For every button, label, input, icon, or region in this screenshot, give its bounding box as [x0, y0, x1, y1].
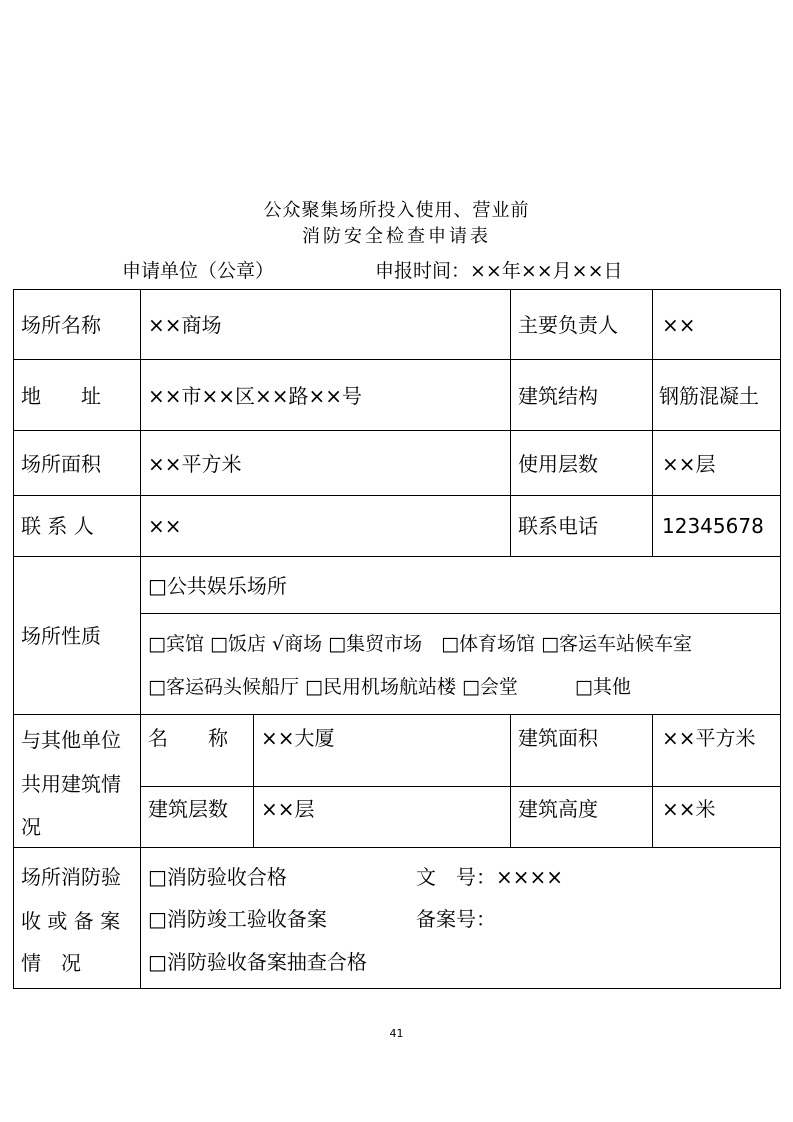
shared-label-line1: 与其他单位: [21, 728, 121, 752]
address-label: 地 址: [21, 384, 101, 408]
column-divider: [510, 289, 511, 557]
shared-label-line3: 况: [21, 815, 41, 839]
page-number: 41: [389, 1027, 404, 1040]
nature-option-line1: □公共娱乐场所: [148, 574, 287, 598]
area-label: 场所面积: [21, 452, 101, 476]
contact-value: ××: [148, 514, 182, 538]
table-border-right: [780, 289, 781, 989]
shared-label-line2: 共用建筑情: [21, 772, 121, 796]
row-divider: [13, 714, 781, 715]
acceptance-option-2: □消防竣工验收备案: [148, 907, 327, 931]
application-table: [13, 289, 781, 989]
column-divider: [140, 289, 141, 989]
row-divider: [13, 359, 781, 360]
area-value: ××平方米: [148, 452, 242, 476]
venue-name-label: 场所名称: [21, 313, 101, 337]
phone-label: 联系电话: [518, 514, 598, 538]
form-title-line1: 公众聚集场所投入使用、营业前: [263, 200, 530, 221]
acceptance-option-1: □消防验收合格: [148, 865, 287, 889]
contact-label: 联 系 人: [21, 514, 94, 538]
acceptance-label-line3: 情 况: [21, 951, 81, 975]
nature-option-line3: □客运码头候船厅 □民用机场航站楼 □会堂 □其他: [148, 676, 631, 698]
column-divider: [652, 714, 653, 848]
shared-name-value: ××大厦: [261, 726, 335, 750]
nature-label: 场所性质: [21, 624, 101, 648]
column-divider: [253, 714, 254, 848]
shared-name-label: 名 称: [148, 726, 228, 750]
row-divider: [13, 847, 781, 848]
structure-label: 建筑结构: [518, 384, 598, 408]
phone-value: 12345678: [662, 514, 764, 538]
acceptance-label-line2: 收 或 备 案: [21, 909, 121, 933]
row-divider: [140, 613, 781, 614]
column-divider: [652, 289, 653, 557]
principal-value: ××: [662, 313, 696, 337]
venue-name-value: ××商场: [148, 313, 222, 337]
applicant-label: 申请单位（公章）: [122, 260, 275, 282]
build-area-label: 建筑面积: [518, 726, 598, 750]
table-border-left: [13, 289, 14, 989]
build-floors-label: 建筑层数: [148, 797, 228, 821]
row-divider: [13, 495, 781, 496]
report-time: 申报时间：××年××月××日: [375, 260, 623, 282]
build-floors-value: ××层: [261, 797, 315, 821]
table-border-top: [13, 289, 781, 290]
height-value: ××米: [662, 797, 716, 821]
table-border-bottom: [13, 988, 781, 989]
doc-number: 文 号：××××: [416, 865, 564, 889]
nature-option-line2: □宾馆 □饭店 √商场 □集贸市场 □体育场馆 □客运车站候车室: [148, 633, 693, 655]
form-title-line2: 消防安全检查申请表: [302, 226, 491, 247]
floors-label: 使用层数: [518, 452, 598, 476]
floors-value: ××层: [662, 452, 716, 476]
principal-label: 主要负责人: [518, 313, 618, 337]
build-area-value: ××平方米: [662, 726, 756, 750]
address-value: ××市××区××路××号: [148, 384, 363, 408]
row-divider: [13, 556, 781, 557]
row-divider: [13, 430, 781, 431]
acceptance-option-3: □消防验收备案抽查合格: [148, 950, 367, 974]
structure-value: 钢筋混凝土: [659, 384, 759, 408]
column-divider: [510, 714, 511, 848]
row-divider: [140, 786, 781, 787]
record-number: 备案号：: [416, 907, 496, 931]
height-label: 建筑高度: [518, 797, 598, 821]
acceptance-label-line1: 场所消防验: [21, 865, 121, 889]
